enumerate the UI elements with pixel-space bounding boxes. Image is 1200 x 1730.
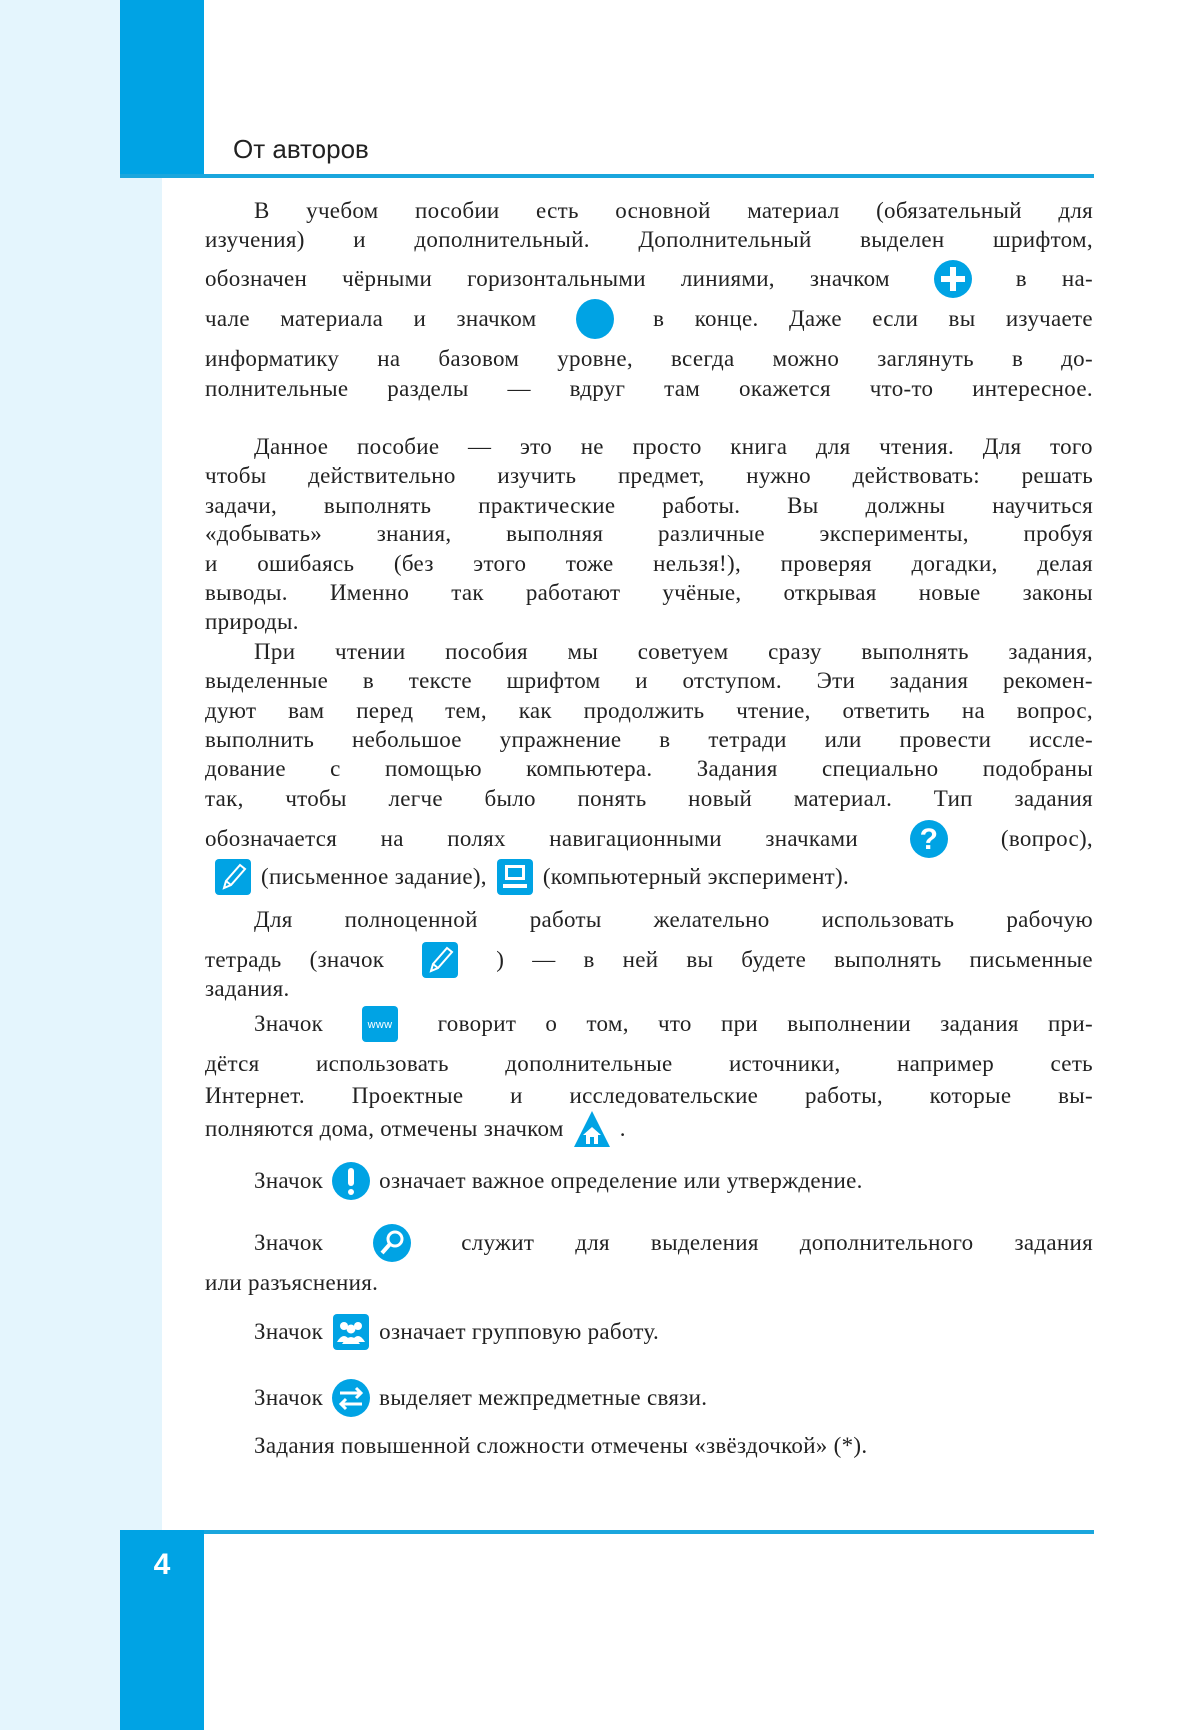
page-number: 4 (153, 1548, 171, 1581)
text-line (205, 1081, 1093, 1111)
text-word: значком (809, 266, 890, 291)
text-word: групповую (471, 1319, 588, 1344)
text-word: учёные, (662, 580, 742, 605)
text-word: работы, (804, 1083, 883, 1108)
text-word: чтение, (736, 698, 811, 723)
text-word: с (330, 756, 341, 781)
text-word: Значок (254, 1385, 324, 1410)
header-accent-bar (120, 0, 204, 178)
text-line (205, 754, 1093, 784)
text-word: навигационными (549, 826, 722, 851)
text-word: полняются (205, 1116, 320, 1141)
text-word: Тип (933, 786, 973, 811)
text-word: интересное. (972, 376, 1093, 401)
text-word: обозначается (205, 826, 338, 851)
text-word: для (1058, 198, 1093, 223)
text-word: дование (205, 756, 286, 781)
text-word: информатику (205, 346, 340, 371)
text-word: тетради (708, 727, 787, 752)
text-word: выполнять (323, 493, 432, 518)
text-word: или (205, 1270, 249, 1295)
text-word: дополнительного (799, 1230, 974, 1255)
text-word: межпредметные (478, 1385, 647, 1410)
text-word: и (635, 668, 648, 693)
text-word: (вопрос), (1000, 826, 1093, 851)
text-word: Значок (254, 1168, 324, 1193)
text-word: изучить (497, 463, 577, 488)
text-word: задания (940, 1011, 1019, 1036)
text-word: в (653, 306, 665, 331)
text-word: письменные (969, 947, 1093, 972)
text-word: о (545, 1011, 558, 1036)
text-word: для (815, 434, 851, 459)
page-title: От авторов (233, 134, 369, 164)
text-word: (без (393, 551, 434, 576)
text-word: легче (388, 786, 443, 811)
text-word: должны (865, 493, 946, 518)
text-word: шрифтом (506, 668, 601, 693)
text-word: тоже (565, 551, 614, 576)
text-word: работы (529, 907, 602, 932)
text-word: шрифтом, (993, 227, 1093, 252)
text-word: делая (1037, 551, 1093, 576)
exclamation-icon (331, 1161, 371, 1201)
text-word: нельзя!), (653, 551, 742, 576)
text-word: обозначен (205, 266, 308, 291)
text-line (205, 461, 1093, 491)
text-word: важное (471, 1168, 551, 1193)
text-word: в (1015, 266, 1027, 291)
text-word: Интернет. (205, 1083, 305, 1108)
text-word: связи. (646, 1385, 708, 1410)
text-word: всегда (671, 346, 735, 371)
text-line (205, 432, 1093, 462)
text-word: природы. (205, 609, 299, 634)
text-word: до- (1061, 346, 1093, 371)
text-word: пособия (445, 639, 528, 664)
text-word: выполнении (787, 1011, 911, 1036)
text-word: материал. (793, 786, 893, 811)
text-word: пробуя (1023, 521, 1093, 546)
end-circle-icon (575, 299, 615, 339)
text-word: Значок (254, 1011, 324, 1036)
text-word: выделен (860, 227, 945, 252)
footer-rule (120, 1530, 1094, 1534)
text-word: просто (632, 434, 702, 459)
text-line (205, 1317, 1093, 1347)
text-word: при- (1047, 1011, 1093, 1036)
text-word: При (254, 639, 296, 664)
text-word: книга (730, 434, 788, 459)
text-line (205, 1009, 1093, 1039)
text-word: для (575, 1230, 610, 1255)
text-word: сеть (1050, 1051, 1093, 1076)
text-word: советуем (637, 639, 729, 664)
text-word: и (205, 551, 218, 576)
text-word: том, (586, 1011, 629, 1036)
text-word: там (664, 376, 701, 401)
text-line (205, 784, 1093, 814)
text-word: разделы (387, 376, 469, 401)
text-word: в (362, 668, 375, 693)
text-word: тем, (445, 698, 487, 723)
text-word: ошибаясь (257, 551, 355, 576)
text-word: выполнять (834, 947, 942, 972)
text-word: что-то (869, 376, 934, 401)
text-word: (значок (309, 947, 385, 972)
text-line (205, 666, 1093, 696)
text-word: или (824, 727, 862, 752)
text-line (205, 549, 1093, 579)
text-word: базовом (438, 346, 520, 371)
text-line (205, 225, 1093, 255)
text-word: «звёздочкой» (694, 1433, 834, 1458)
text-word: что (658, 1011, 692, 1036)
header-rule (120, 174, 1094, 178)
text-word: помощью (384, 756, 482, 781)
text-word: выполнять (861, 639, 969, 664)
text-word: ответить (842, 698, 931, 723)
text-word: использовать (316, 1051, 449, 1076)
text-word: чтения. (879, 434, 955, 459)
text-word: задания (1014, 786, 1093, 811)
text-word: сложности (476, 1433, 591, 1458)
text-word: выводы. (205, 580, 288, 605)
text-word: и (510, 1083, 523, 1108)
text-word: заглянуть (877, 346, 974, 371)
text-word: работу. (587, 1319, 660, 1344)
text-word: задачи, (205, 493, 278, 518)
text-word: будете (741, 947, 807, 972)
text-word: отмечены (590, 1433, 695, 1458)
arrows-icon (331, 1378, 371, 1418)
text-word: эксперимент). (707, 864, 850, 889)
text-word: и (413, 306, 427, 331)
text-line (205, 862, 1093, 892)
text-word: действительно (308, 463, 456, 488)
text-word: Для (254, 907, 293, 932)
question-icon (909, 819, 949, 859)
text-word: Задания (254, 1433, 341, 1458)
text-word: «добывать» (205, 521, 323, 546)
text-word: Проектные (351, 1083, 464, 1108)
text-word: Задания (696, 756, 778, 781)
text-word: было (484, 786, 536, 811)
text-word: использовать (821, 907, 955, 932)
text-word: небольшое (352, 727, 462, 752)
text-line (205, 637, 1093, 667)
text-line (205, 905, 1093, 935)
text-word: полнительные (205, 376, 349, 401)
text-word: в (583, 947, 595, 972)
text-word: Вы (787, 493, 819, 518)
text-word: горизонтальными (467, 266, 646, 291)
text-word: — (507, 376, 531, 401)
text-word: уровне, (557, 346, 633, 371)
computer-icon (495, 857, 535, 897)
text-word: линиями, (680, 266, 775, 291)
text-word: значком (456, 306, 537, 331)
text-word: решать (1021, 463, 1093, 488)
text-word: полях (447, 826, 506, 851)
text-line (205, 344, 1093, 374)
text-word: дома, (319, 1116, 381, 1141)
text-word: (компьютерный (542, 864, 708, 889)
text-word: иссле- (1029, 727, 1093, 752)
svg-text:?: ? (920, 823, 939, 856)
text-word: (письменное (261, 864, 395, 889)
text-word: Для (982, 434, 1022, 459)
text-word: задания, (1008, 639, 1093, 664)
text-word: на (961, 698, 985, 723)
text-word: означает (379, 1319, 472, 1344)
text-word: полноценной (344, 907, 478, 932)
text-line (205, 1431, 1093, 1461)
text-word: изучаете (1005, 306, 1093, 331)
text-word: и (353, 227, 366, 252)
text-word: чёрными (342, 266, 433, 291)
text-word: работы. (662, 493, 741, 518)
text-word: понять (577, 786, 647, 811)
text-line (205, 304, 1093, 334)
text-word: изучения) (205, 227, 305, 252)
text-line (205, 696, 1093, 726)
magnifier-icon (372, 1223, 412, 1263)
group-icon (331, 1312, 371, 1352)
text-line (205, 374, 1093, 404)
text-word: провести (899, 727, 992, 752)
text-line (205, 1268, 1093, 1298)
text-word: действовать: (852, 463, 980, 488)
text-word: выделяет (379, 1385, 479, 1410)
text-word: окажется (739, 376, 831, 401)
text-word: так, (205, 786, 244, 811)
text-word: рабочую (1006, 907, 1093, 932)
text-word: конце. (694, 306, 759, 331)
text-word: чтении (334, 639, 406, 664)
text-word: как (518, 698, 552, 723)
text-word: на (377, 346, 401, 371)
pencil-icon (213, 857, 253, 897)
text-word: научиться (992, 493, 1093, 518)
left-margin-strip (0, 0, 120, 1730)
text-line (205, 1049, 1093, 1079)
text-word: в (659, 727, 671, 752)
text-word: в (1011, 346, 1024, 371)
text-word: специально (821, 756, 939, 781)
text-word: выделения (650, 1230, 759, 1255)
text-word: предмет, (617, 463, 705, 488)
text-word: подобраны (982, 756, 1093, 781)
text-word: — (468, 434, 492, 459)
text-word: это (520, 434, 553, 459)
text-line (205, 974, 1093, 1004)
text-word: открывая (783, 580, 877, 605)
text-word: Значок (254, 1319, 324, 1344)
text-word: если (872, 306, 919, 331)
text-word: пособии (415, 198, 500, 223)
text-word: работают (525, 580, 621, 605)
text-word: перед (356, 698, 414, 723)
text-line (205, 1383, 1093, 1413)
text-word: пособие (356, 434, 440, 459)
text-word: того (1050, 434, 1093, 459)
text-word: отмечены (380, 1116, 484, 1141)
home-icon (572, 1109, 612, 1149)
www-icon (360, 1004, 400, 1044)
text-word: чтобы (285, 786, 347, 811)
svg-text:www: www (368, 1019, 393, 1031)
text-word: на- (1061, 266, 1093, 291)
text-line (205, 1228, 1093, 1258)
text-word: которые (929, 1083, 1012, 1108)
text-word: законы (1022, 580, 1093, 605)
text-word: задания (1014, 1230, 1093, 1255)
text-word: . (619, 1116, 626, 1141)
text-word: различные (658, 521, 765, 546)
text-word: выполнить (205, 727, 315, 752)
text-word: материала (280, 306, 384, 331)
text-word: практические (478, 493, 616, 518)
text-word: Значок (254, 1230, 324, 1255)
text-word: означает (379, 1168, 472, 1193)
text-word: дуют (205, 698, 257, 723)
text-line (205, 1114, 1093, 1144)
text-word: например (897, 1051, 995, 1076)
text-word: материал (747, 198, 840, 223)
text-word: Эти (816, 668, 856, 693)
text-word: выделенные (205, 668, 329, 693)
text-word: есть (536, 198, 579, 223)
text-word: проверяя (780, 551, 872, 576)
text-word: тетрадь (205, 947, 282, 972)
text-word: Данное (254, 434, 329, 459)
text-word: отступом. (682, 668, 782, 693)
text-line (205, 578, 1093, 608)
text-word: упражнение (499, 727, 622, 752)
text-word: можно (772, 346, 840, 371)
text-word: повышенной (341, 1433, 477, 1458)
text-word: мы (567, 639, 599, 664)
text-word: дополнительные (505, 1051, 673, 1076)
text-word: сразу (768, 639, 822, 664)
text-word: задания (889, 668, 969, 693)
text-word: при (720, 1011, 758, 1036)
text-word: задание), (394, 864, 487, 889)
text-line (205, 824, 1093, 854)
text-word: Дополнительный (638, 227, 812, 252)
text-word: компьютера. (526, 756, 653, 781)
text-word: тексте (408, 668, 472, 693)
text-word: разъяснения. (248, 1270, 379, 1295)
text-word: вам (288, 698, 325, 723)
text-line (205, 945, 1093, 975)
text-word: вы- (1058, 1083, 1093, 1108)
text-line (205, 1166, 1093, 1196)
text-word: чале (205, 306, 250, 331)
text-word: ней (622, 947, 659, 972)
text-word: ) (496, 947, 505, 972)
text-word: нужно (746, 463, 811, 488)
text-word: (обязательный (876, 198, 1022, 223)
text-word: источники, (728, 1051, 841, 1076)
text-word: значком (483, 1116, 564, 1141)
text-word: выполняя (506, 521, 604, 546)
text-word: учебом (306, 198, 379, 223)
text-word: определение (550, 1168, 684, 1193)
text-line (205, 725, 1093, 755)
text-line (205, 264, 1093, 294)
text-line (205, 196, 1093, 226)
text-word: вы (686, 947, 714, 972)
text-word: дётся (205, 1051, 260, 1076)
text-word: эксперименты, (819, 521, 969, 546)
text-word: или (683, 1168, 727, 1193)
text-word: знания, (376, 521, 452, 546)
text-word: новые (918, 580, 981, 605)
text-word: новый (688, 786, 753, 811)
text-word: Именно (329, 580, 410, 605)
text-word: чтобы (205, 463, 267, 488)
text-word: — (532, 947, 556, 972)
text-word: продолжить (583, 698, 705, 723)
text-word: дополнительный. (414, 227, 590, 252)
text-word: задания. (205, 976, 290, 1001)
text-line (205, 491, 1093, 521)
text-word: желательно (653, 907, 770, 932)
text-word: значками (765, 826, 858, 851)
text-word: не (580, 434, 604, 459)
text-word: на (380, 826, 404, 851)
text-word: рекомен- (1002, 668, 1093, 693)
text-word: Даже (788, 306, 842, 331)
text-word: основной (615, 198, 711, 223)
text-word: В (254, 198, 270, 223)
text-word: этого (473, 551, 527, 576)
inner-margin-strip (120, 178, 162, 1530)
plus-icon (933, 259, 973, 299)
text-word: вы (948, 306, 976, 331)
text-word: исследовательские (569, 1083, 759, 1108)
text-line (205, 607, 1093, 637)
text-line (205, 519, 1093, 549)
text-word: говорит (437, 1011, 517, 1036)
text-word: утверждение. (726, 1168, 863, 1193)
text-word: служит (461, 1230, 535, 1255)
text-word: вдруг (569, 376, 626, 401)
text-word: вопрос, (1016, 698, 1093, 723)
text-word: так (451, 580, 484, 605)
text-word: догадки, (911, 551, 998, 576)
text-word: (*). (833, 1433, 868, 1458)
